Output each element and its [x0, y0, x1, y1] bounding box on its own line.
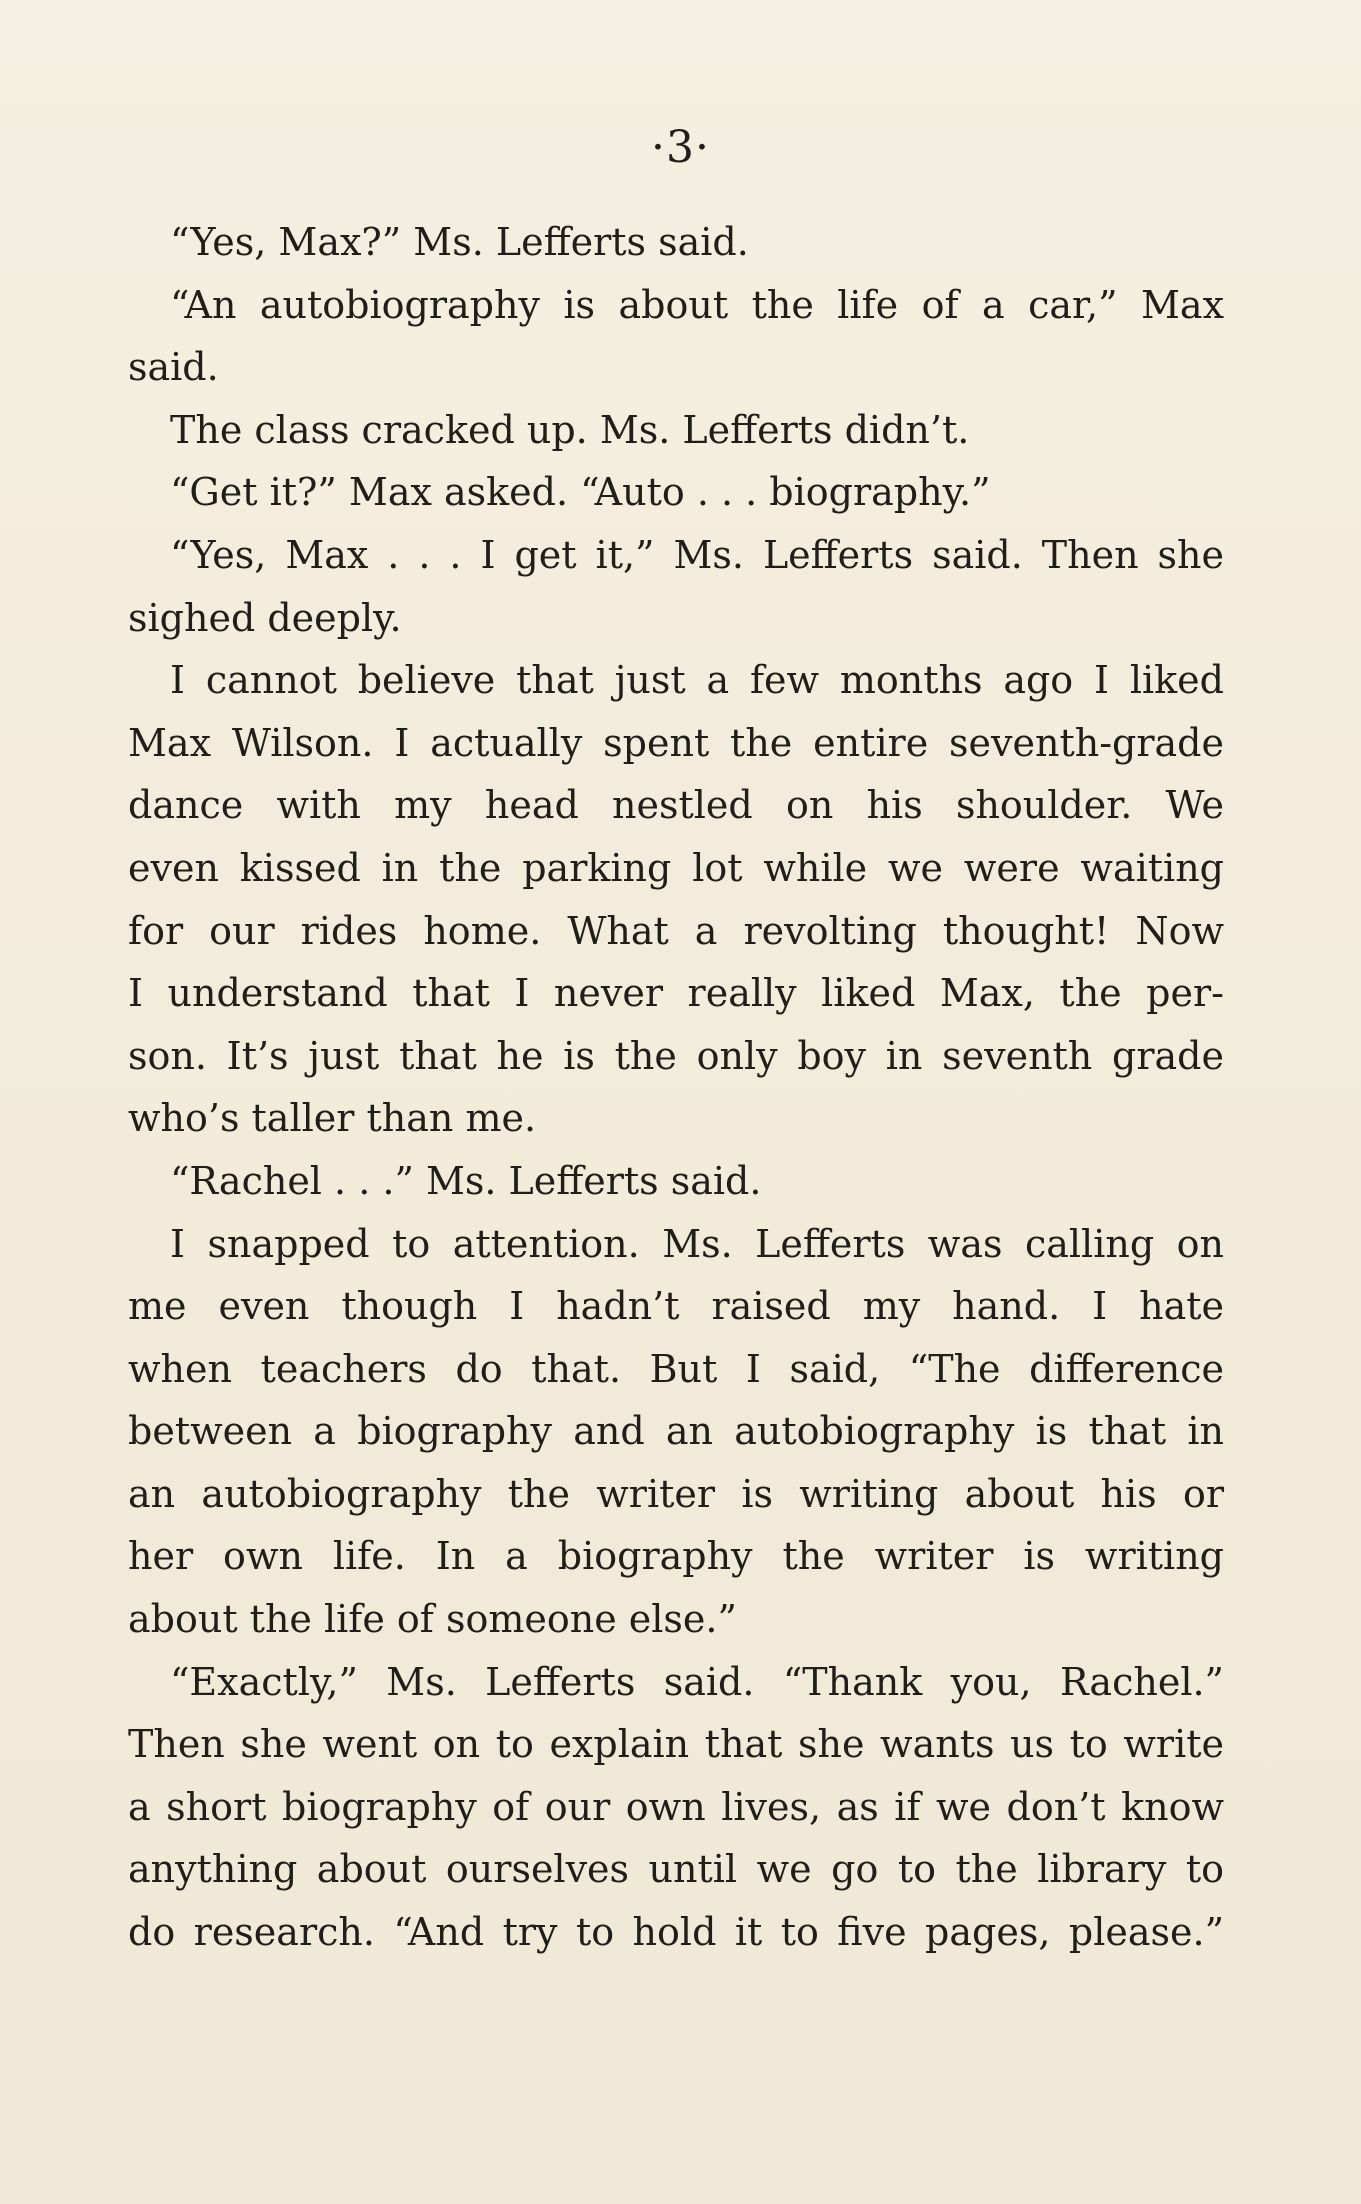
text-line: dance with my head nestled on his shoulder. We [128, 783, 1224, 828]
body-text [128, 211, 1224, 1964]
text-line: The class cracked up. Ms. Lefferts didn’t. [170, 407, 970, 452]
text-line: said. [128, 345, 219, 390]
text-line: her own life. In a biography the writer is writing [128, 1534, 1224, 1579]
text-line: for our rides home. What a revolting thought! Now [128, 908, 1224, 953]
text-line: anything about ourselves until we go to the library to [128, 1847, 1224, 1892]
text-line: I cannot believe that just a few months ago I liked [170, 658, 1224, 703]
text-line: son. It’s just that he is the only boy in seventh grade [128, 1033, 1224, 1078]
text-line: do research. “And try to hold it to five pages, please.” [128, 1910, 1224, 1955]
text-line: when teachers do that. But I said, “The difference [128, 1346, 1224, 1391]
text-line: who’s taller than me. [128, 1096, 537, 1141]
text-line: “Yes, Max . . . I get it,” Ms. Lefferts said. Then she [170, 532, 1224, 577]
text-line: about the life of someone else.” [128, 1597, 737, 1642]
text-line: me even though I hadn’t raised my hand. I hate [128, 1284, 1224, 1329]
text-line: an autobiography the writer is writing about his or [128, 1471, 1224, 1516]
text-line: “An autobiography is about the life of a car,” Max [170, 282, 1224, 327]
text-line: between a biography and an autobiography is that in [128, 1409, 1224, 1454]
text-line: even kissed in the parking lot while we were waiting [128, 845, 1224, 890]
page-number: ·3· [651, 122, 710, 173]
text-line: I snapped to attention. Ms. Lefferts was calling on [170, 1221, 1224, 1266]
text-line: “Exactly,” Ms. Lefferts said. “Thank you, Rachel.” [170, 1659, 1224, 1704]
text-line: a short biography of our own lives, as if we don’t know [128, 1784, 1224, 1829]
text-line: sighed deeply. [128, 595, 402, 640]
text-line: Max Wilson. I actually spent the entire seventh-grade [128, 720, 1224, 765]
text-line: Then she went on to explain that she wants us to write [128, 1722, 1224, 1767]
text-line: “Yes, Max?” Ms. Lefferts said. [170, 220, 749, 264]
text-line: “Get it?” Max asked. “Auto . . . biography.” [170, 470, 991, 515]
text-line: “Rachel . . .” Ms. Lefferts said. [170, 1158, 762, 1203]
text-line: I understand that I never really liked Max, the per- [128, 971, 1224, 1016]
